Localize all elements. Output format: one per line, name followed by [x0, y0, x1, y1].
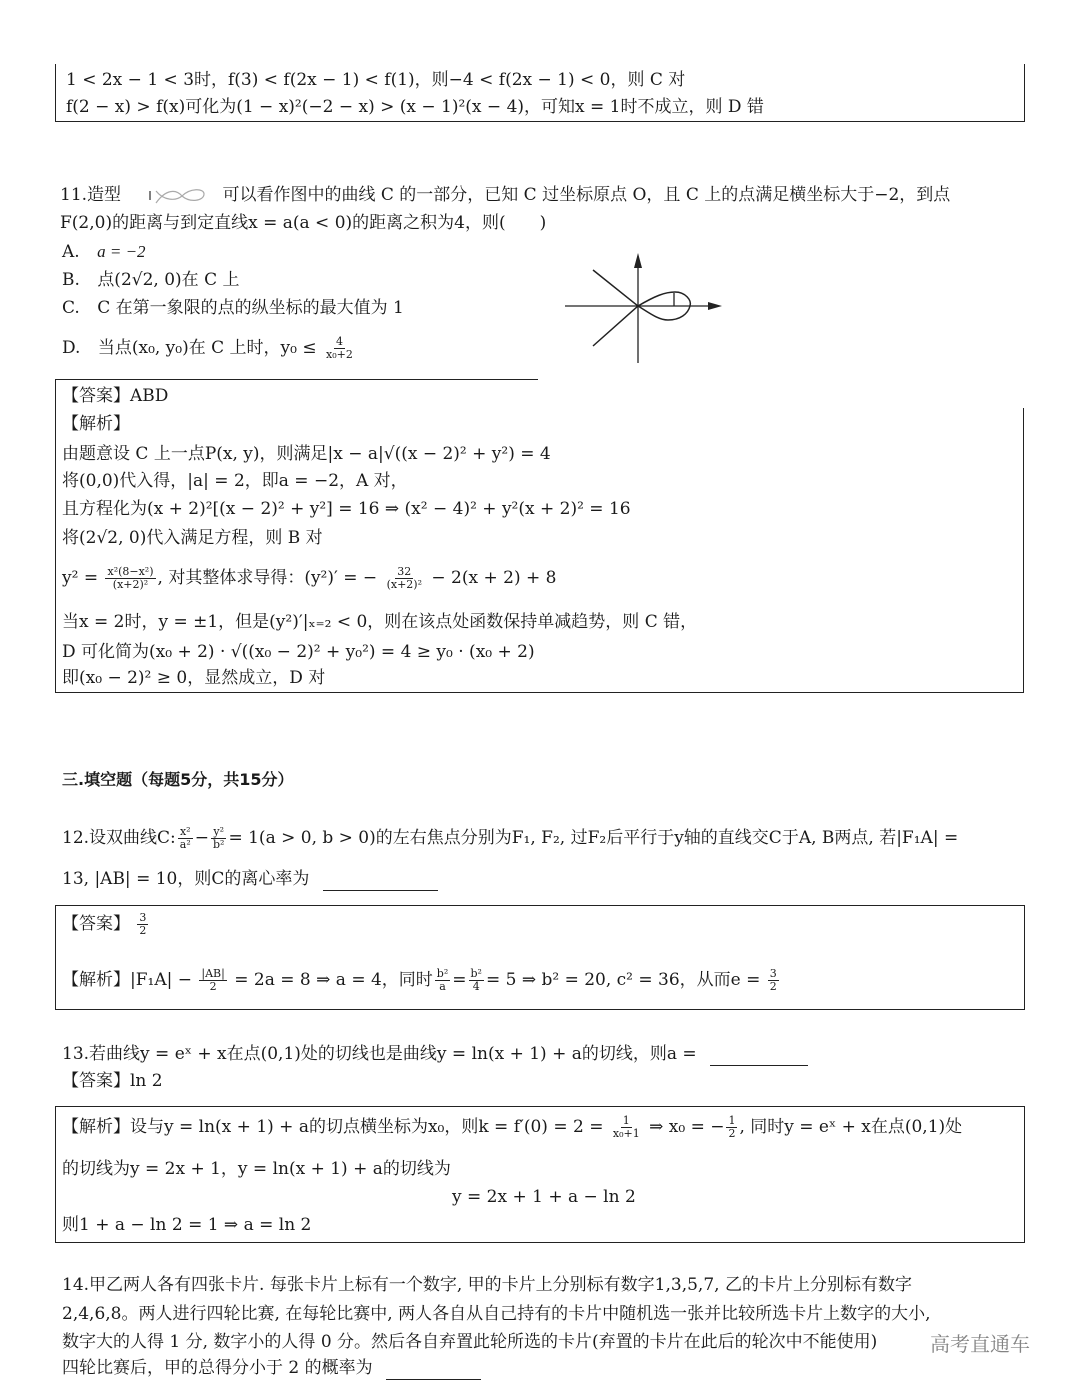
q11-analysis-line-4: 将(2√2, 0)代入满足方程，则 B 对: [62, 528, 323, 548]
q11-curve-figure: [560, 248, 730, 368]
q13-analysis-line-4: 则1 + a − ln 2 = 1 ⇒ a = ln 2: [62, 1215, 312, 1235]
q11-stem-prefix: 造型: [87, 185, 122, 205]
q14-line-3: 数字大的人得 1 分, 数字小的人得 0 分。然后各自弃置此轮所选的卡片(弃置的卡片在此后的轮次中不能使用): [62, 1332, 878, 1352]
q11-answer: [62, 384, 168, 408]
q11-option-d-label: D.: [62, 338, 81, 358]
q13-stem: 13.若曲线y = eˣ + x在点(0,1)处的切线也是曲线y = ln(x + 1) + a的切线，则a =: [62, 1042, 808, 1066]
q11-derivative-fraction-1: $\frac{\text{x²(8−x²)}}{\text{(x+2)²}}$: [107, 565, 154, 591]
q11-option-c-label: C.: [62, 298, 80, 318]
q11-analysis-label: 【解析】: [62, 414, 130, 434]
q13-answer-label: 【答案】: [62, 1071, 130, 1091]
q11-answer-value: ABD: [130, 386, 169, 406]
q11-stem-line-1-rest: 可以看作图中的曲线 C 的一部分，已知 C 过坐标原点 O，且 C 上的点满足横坐标大于−2，到点: [222, 185, 951, 205]
q12-fraction-y2-b2: $\frac{\text{y²}}{\text{b²}}$: [213, 825, 225, 851]
q11-analysis-line-7: D 可化简为(x₀ + 2) · √((x₀ − 2)² + y₀²) = 4 ≥ y₀ · (x₀ + 2): [62, 642, 535, 662]
infinity-shape-icon: [146, 185, 208, 207]
q13-answer-blank[interactable]: [710, 1047, 808, 1066]
q12-analysis: 【解析】|F₁A| − $\frac{|AB|}{2}$ = 2a = 8 ⇒ a = 4，同时 $\frac{\text{b²}}{a}$ = $\frac{\text{b²}}{4}$ = 5 ⇒ b² = 20, c² = 36，从而e = $\frac{3}{2}$: [62, 967, 777, 993]
q11-option-d-fraction: $\frac{4}{\text{x₀+2}}$: [326, 335, 353, 361]
q14-line-2: 2,4,6,8。两人进行四轮比赛, 在每轮比赛中, 两人各自从自己持有的卡片中随机选一张并比较所选卡片上数字的大小,: [62, 1304, 931, 1324]
q11-option-d-text: 当点(x₀, y₀)在 C 上时，y₀ ≤: [97, 338, 317, 358]
q14-answer-blank[interactable]: [386, 1361, 481, 1380]
q11-option-c: [62, 296, 404, 320]
q13-analysis-line-3: y = 2x + 1 + a − ln 2: [452, 1187, 636, 1207]
q13-answer-value: ln 2: [130, 1071, 163, 1091]
q14-line-4: 四轮比赛后，甲的总得分小于 2 的概率为: [62, 1356, 481, 1380]
q11-analysis-line-6: 当x = 2时，y = ±1，但是(y²)′|ₓ₌₂ < 0，则在该点处函数保持单减趋势，则 C 错，: [62, 612, 698, 632]
q12-fraction-x2-a2: $\frac{\text{x²}}{\text{a²}}$: [179, 825, 191, 851]
q12-answer-blank[interactable]: [323, 872, 438, 891]
prev-solution-line-2: f(2 − x) > f(x)可化为(1 − x)²(−2 − x) > (x − 1)²(x − 4)，可知x = 1时不成立，则 D 错: [66, 97, 764, 117]
q12-answer-fraction: $\frac{3}{2}$: [139, 911, 147, 937]
section-3-title: 三.填空题（每题5分，共15分）: [62, 770, 294, 789]
q13-answer: [62, 1069, 163, 1093]
q11-option-b: [62, 268, 239, 292]
q11-option-a-text: a = −2: [97, 242, 146, 261]
q12-stem-line-1: 12.设双曲线C: $\frac{\text{x²}}{\text{a²}}$ − $\frac{\text{y²}}{\text{b²}}$ = 1(a > 0, b > 0)的左右焦点分别为F₁, F₂, 过F₂后平行于y轴的直线交C于A, B两点, 若|F₁A| =: [62, 825, 959, 851]
q14-line-1: 14.甲乙两人各有四张卡片. 每张卡片上标有一个数字, 甲的卡片上分别标有数字1,3,5,7, 乙的卡片上分别标有数字: [62, 1275, 912, 1295]
q11-answer-label: 【答案】: [62, 386, 130, 406]
q11-option-b-text: 点(2√2, 0)在 C 上: [97, 270, 240, 290]
q11-answer-box-top-border: [55, 379, 538, 380]
prev-solution-line-1: 1 < 2x − 1 < 3时，f(3) < f(2x − 1) < f(1)，则−4 < f(2x − 1) < 0，则 C 对: [66, 70, 686, 90]
q11-option-a-label: A.: [62, 242, 80, 262]
q11-answer-box-right-border: [1023, 408, 1024, 692]
q13-analysis-line-2: 的切线为y = 2x + 1，y = ln(x + 1) + a的切线为: [62, 1159, 451, 1179]
q11-option-d: [62, 336, 357, 361]
q11-number: 11.: [60, 185, 88, 205]
q13-analysis-line-1: 【解析】设与y = ln(x + 1) + a的切点横坐标为x₀，则k = f′(0) = 2 = $\frac{1}{\text{x₀+1}}$ ⇒ x₀ = − $\frac{1}{2}$ , 同时y = eˣ + x在点(0,1)处: [62, 1114, 963, 1140]
q12-answer-box: [55, 905, 1025, 1010]
q12-answer: [62, 912, 150, 937]
watermark-text: 高考直通车: [930, 1332, 1030, 1356]
q11-option-c-text: C 在第一象限的点的纵坐标的最大值为 1: [97, 298, 404, 318]
q11-option-b-label: B.: [62, 270, 80, 290]
q11-stem-line-1: [60, 183, 950, 207]
q14-number: 14.: [62, 1275, 90, 1295]
q12-stem-line-2: 13, |AB| = 10，则C的离心率为: [62, 867, 438, 891]
q11-derivative-fraction-2: $\frac{32}{\text{(x+2)²}}$: [386, 565, 422, 591]
q11-answer-box-bottom-border: [55, 692, 1024, 693]
q11-answer-box-left-border: [55, 379, 56, 692]
q12-number: 12.: [62, 828, 90, 848]
q12-answer-label: 【答案】: [62, 914, 130, 934]
q11-option-a: [62, 240, 146, 264]
q11-analysis-line-1: 由题意设 C 上一点P(x, y)，则满足|x − a|√((x − 2)² + y²) = 4: [62, 444, 551, 464]
q11-analysis-line-5: y² = $\frac{\text{x²(8−x²)}}{\text{(x+2)²}}$ , 对其整体求导得：(y²)′ = − $\frac{32}{\text{(x+2)²}}$ − 2(x + 2) + 8: [62, 565, 557, 591]
q13-analysis-label: 【解析】: [62, 1117, 130, 1137]
q11-analysis-line-2: 将(0,0)代入得，|a| = 2，即a = −2，A 对，: [62, 471, 408, 491]
q12-analysis-label: 【解析】: [62, 970, 130, 990]
q11-analysis-line-8: 即(x₀ − 2)² ≥ 0，显然成立，D 对: [62, 668, 326, 688]
q13-number: 13.: [62, 1044, 90, 1064]
q11-stem-line-2: F(2,0)的距离与到定直线x = a(a < 0)的距离之积为4，则( ): [60, 213, 547, 233]
q11-analysis-line-3: 且方程化为(x + 2)²[(x − 2)² + y²] = 16 ⇒ (x² − 4)² + y²(x + 2)² = 16: [62, 499, 631, 519]
